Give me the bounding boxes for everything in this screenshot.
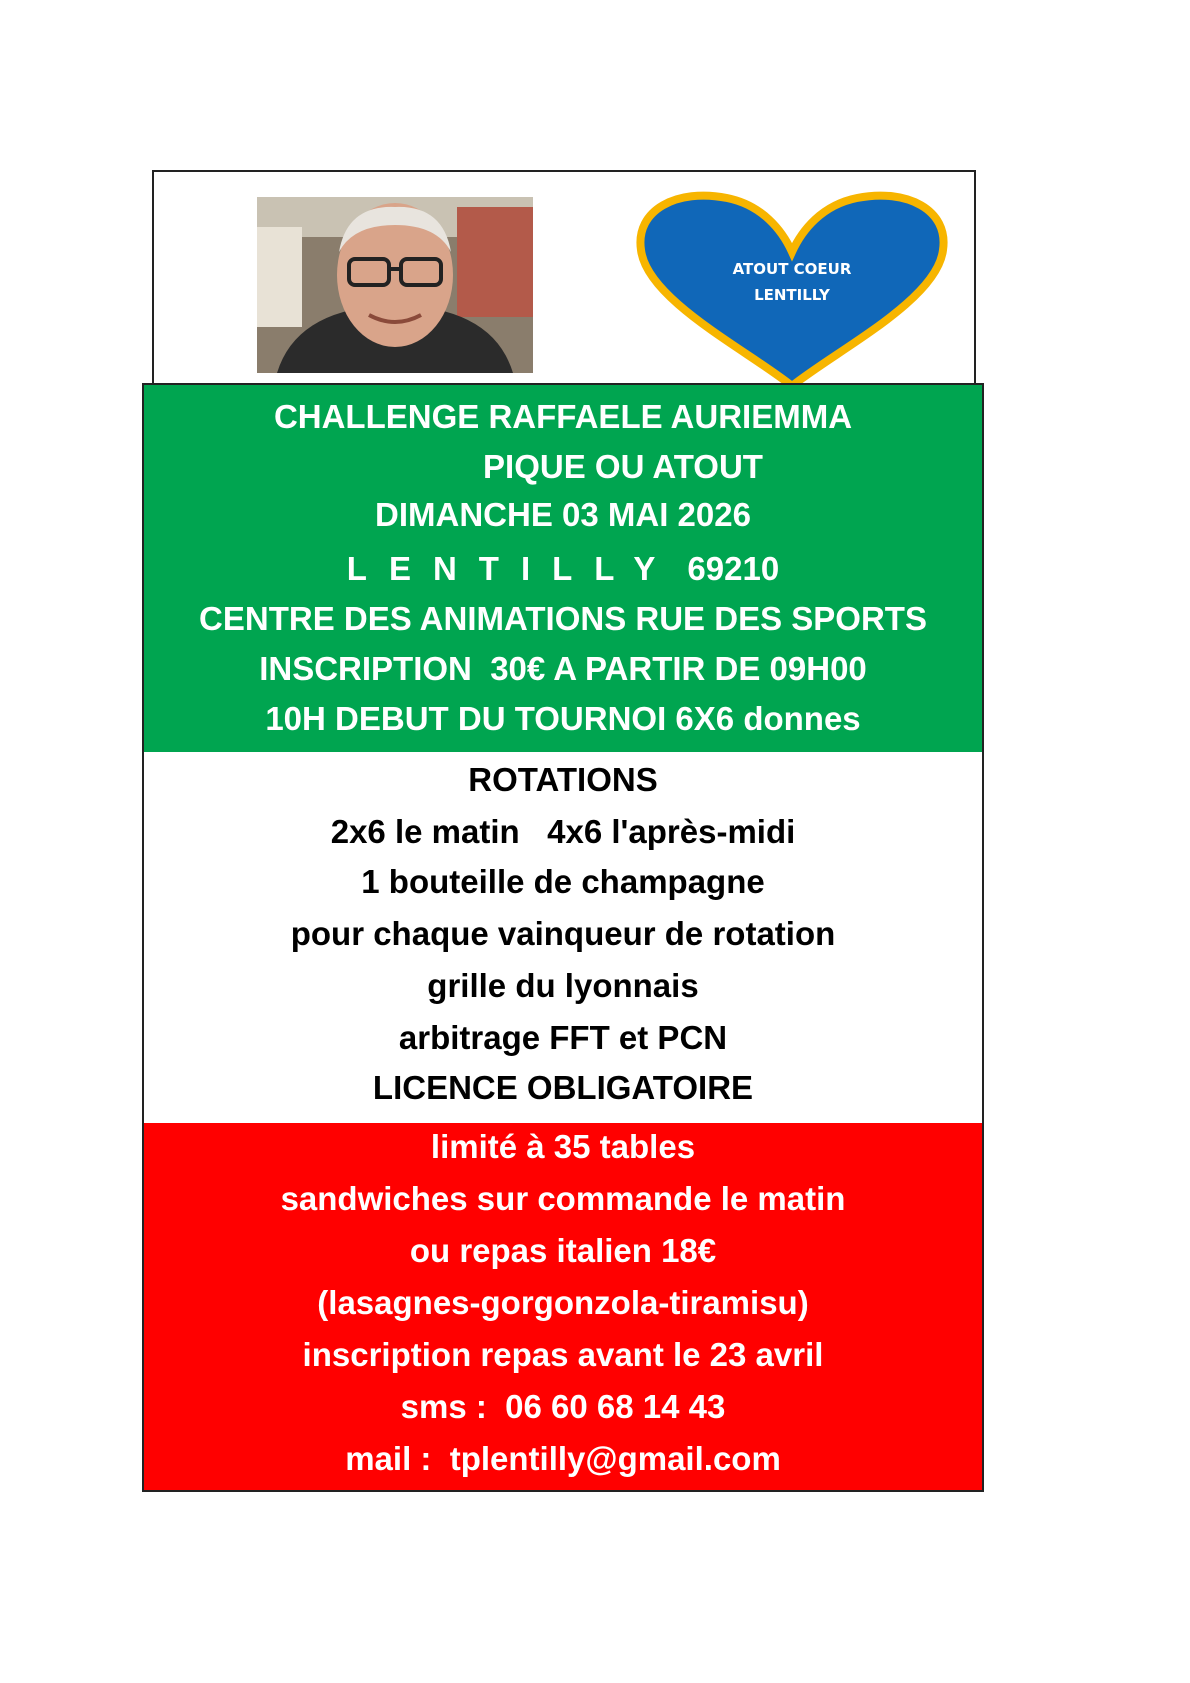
title-line: CHALLENGE RAFFAELE AURIEMMA bbox=[273, 398, 853, 435]
heart-text-line1: ATOUT COEUR bbox=[732, 260, 852, 278]
meal-registration-line: inscription repas avant le 23 avril bbox=[302, 1336, 824, 1373]
white-band bbox=[142, 752, 984, 1123]
heart-logo bbox=[627, 190, 957, 390]
tables-limit-line: limité à 35 tables bbox=[430, 1128, 696, 1165]
registration-line: INSCRIPTION 30€ A PARTIR DE 09H00 bbox=[259, 650, 867, 687]
menu-line: (lasagnes-gorgonzola-tiramisu) bbox=[317, 1284, 809, 1321]
mail-line: mail : tplentilly@gmail.com bbox=[345, 1440, 781, 1477]
city-line bbox=[144, 549, 982, 589]
meal-line: ou repas italien 18€ bbox=[409, 1232, 717, 1269]
postal-code: 69210 bbox=[687, 550, 780, 587]
sms-line: sms : 06 60 68 14 43 bbox=[400, 1388, 726, 1425]
arbitration-line: arbitrage FFT et PCN bbox=[398, 1019, 728, 1056]
grid-line: grille du lyonnais bbox=[427, 967, 699, 1004]
date-line: DIMANCHE 03 MAI 2026 bbox=[375, 496, 751, 533]
prize-detail-line: pour chaque vainqueur de rotation bbox=[290, 915, 836, 952]
rotations-schedule: 2x6 le matin 4x6 l'après-midi bbox=[330, 813, 796, 850]
city-name: LENTILLY bbox=[346, 550, 678, 587]
green-band bbox=[142, 383, 984, 752]
start-line: 10H DEBUT DU TOURNOI 6X6 donnes bbox=[265, 700, 861, 737]
license-line: LICENCE OBLIGATOIRE bbox=[372, 1069, 754, 1106]
rotations-heading: ROTATIONS bbox=[468, 761, 658, 798]
prize-line: 1 bouteille de champagne bbox=[361, 863, 765, 900]
red-band bbox=[142, 1123, 984, 1492]
heart-text-line2: LENTILLY bbox=[754, 286, 830, 304]
sandwiches-line: sandwiches sur commande le matin bbox=[280, 1180, 846, 1217]
subtitle-line: PIQUE OU ATOUT bbox=[483, 448, 763, 485]
venue-line: CENTRE DES ANIMATIONS RUE DES SPORTS bbox=[199, 600, 927, 637]
header-box bbox=[152, 170, 976, 383]
portrait-photo bbox=[257, 197, 533, 373]
